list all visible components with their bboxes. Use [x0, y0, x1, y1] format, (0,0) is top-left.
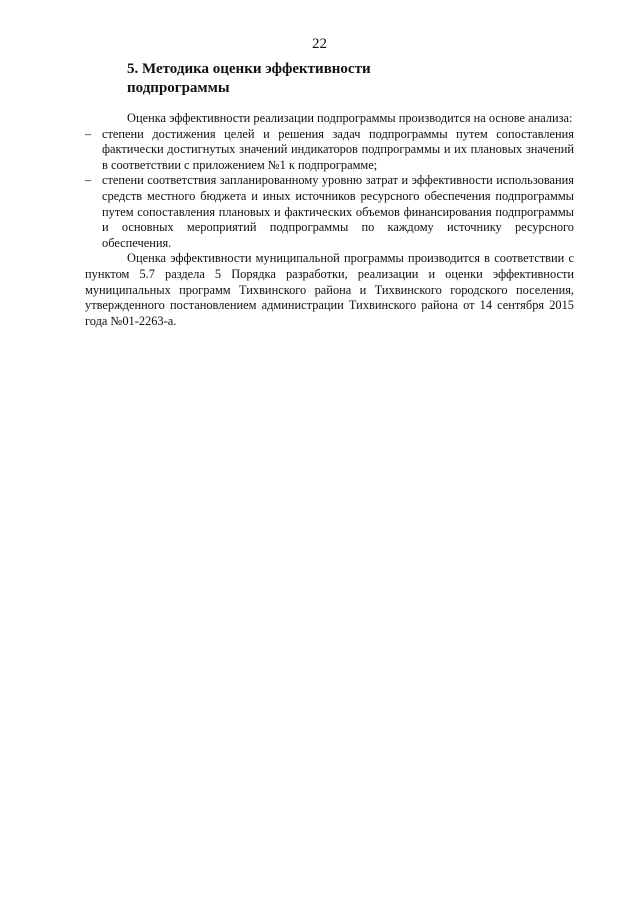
section-heading-line-1: 5. Методика оценки эффективности [127, 61, 371, 77]
section-heading-line-2: подпрограммы [127, 80, 230, 96]
bullet-text: степени соответствия запланированному уровню затрат и эффективности использования средств местного бюджета и иных источников ресурсного обеспечения подпрограммы путем сопоставления плановых и фактических объемов финансирования подпрограммы и основных мероприятий подпрограммы по каждому источнику ресурсного обеспечения. [102, 173, 574, 250]
closing-paragraph: Оценка эффективности муниципальной программы производится в соответствии с пунктом 5.7 раздела 5 Порядка разработки, реализации и оценки эффективности муниципальных программ Тихвинского района и Тихвинского городского поселения, утвержденного постановлением администрации Тихвинского района от 14 сентября 2015 года №01-2263-а. [85, 251, 574, 328]
section-heading [127, 60, 427, 98]
page-number: 22 [312, 36, 327, 52]
intro-paragraph: Оценка эффективности реализации подпрограммы производится на основе анализа: [127, 111, 573, 125]
bullet-item [85, 173, 574, 251]
bullet-item [85, 127, 574, 174]
bullet-marker: – [85, 173, 92, 188]
section-body [85, 111, 574, 329]
bullet-text: степени достижения целей и решения задач подпрограммы путем сопоставления фактически достигнутых значений индикаторов подпрограммы и их плановых значений в соответствии с приложением №1 к подпрограмме; [102, 126, 574, 172]
bullet-marker: – [85, 126, 92, 141]
